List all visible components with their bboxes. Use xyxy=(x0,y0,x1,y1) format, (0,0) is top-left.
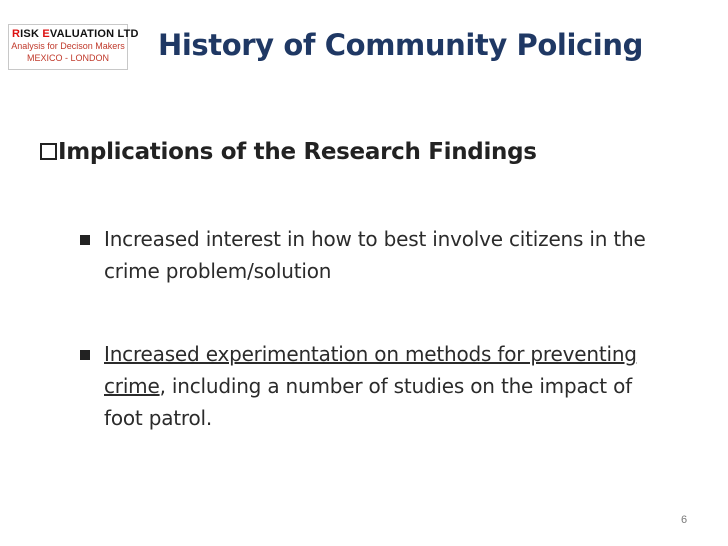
sub-bullet-text xyxy=(104,338,670,434)
sub-bullet-rest: , including a number of studies on the impact of foot patrol. xyxy=(104,374,632,430)
logo-title-part: ISK xyxy=(20,28,43,40)
logo-locations: MEXICO - LONDON xyxy=(26,53,109,63)
logo-title-part: LTD xyxy=(117,28,139,40)
sub-bullet-text: Increased interest in how to best involve citizens in the crime problem/solution xyxy=(104,227,646,283)
logo-title-part: E xyxy=(42,28,50,40)
checkbox-bullet-icon xyxy=(40,143,57,160)
square-bullet-icon xyxy=(80,235,90,245)
sub-bullet xyxy=(80,338,670,434)
slide-title: History of Community Policing xyxy=(158,28,643,62)
main-bullet xyxy=(40,139,700,165)
hyperlink-text[interactable]: Increased experimentation on methods for preventing crime xyxy=(104,342,637,398)
logo-title-part: VALUATION xyxy=(49,28,118,40)
main-bullet-text: Implications of the Research Findings xyxy=(58,139,537,165)
logo-tagline: Analysis for Decison Makers xyxy=(11,41,125,51)
square-bullet-icon xyxy=(80,350,90,360)
company-logo xyxy=(8,24,139,70)
sub-bullet xyxy=(80,223,670,287)
logo-title-part: R xyxy=(12,28,21,40)
logo-title xyxy=(12,28,139,40)
page-number: 6 xyxy=(680,514,688,526)
